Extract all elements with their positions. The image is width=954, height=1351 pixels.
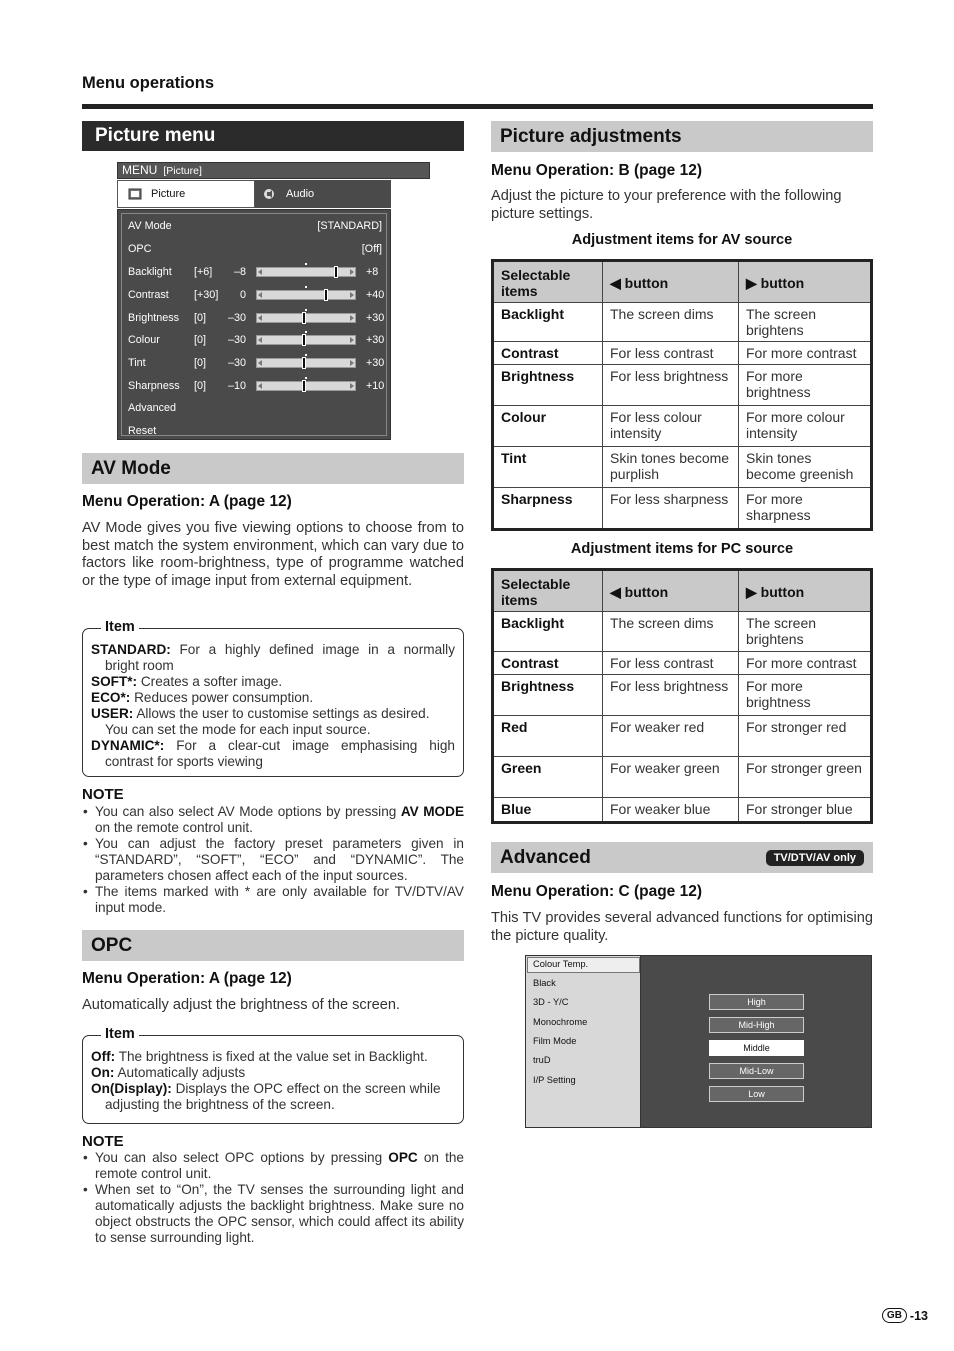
table-row: Tint Skin tones become purplish Skin tones become greenish bbox=[493, 447, 872, 488]
header-left-button: ◀ button bbox=[603, 570, 739, 612]
advanced-menu-item[interactable]: Film Mode bbox=[533, 1036, 577, 1046]
item-eco: ECO*: Reduces power consumption. bbox=[91, 690, 314, 705]
table-row: Backlight The screen dims The screen brightens bbox=[493, 303, 872, 342]
menu-row-value: [+6] bbox=[194, 266, 213, 278]
picture-adjustments-heading bbox=[491, 121, 873, 152]
menu-row-label: OPC bbox=[128, 243, 152, 255]
menu-row-value: [+30] bbox=[194, 289, 219, 301]
region-badge: GB bbox=[882, 1308, 907, 1323]
opc-notes bbox=[82, 1150, 464, 1246]
menu-row-colour[interactable] bbox=[128, 332, 385, 348]
note-item: • You can also select OPC options by pressing OPC on the remote control unit. bbox=[82, 1150, 464, 1182]
item-on-display-cont: adjusting the brightness of the screen. bbox=[105, 1097, 335, 1112]
colour-slider[interactable] bbox=[256, 335, 356, 345]
header-right-button: ▶ button bbox=[739, 570, 872, 612]
av-mode-item-box bbox=[82, 619, 464, 777]
menu-row-value: [0] bbox=[194, 334, 207, 346]
opc-title: OPC bbox=[91, 934, 133, 956]
advanced-heading bbox=[491, 842, 873, 873]
slider-min: –30 bbox=[227, 312, 246, 324]
menu-row-value: [0] bbox=[194, 312, 207, 324]
colour-temp-option[interactable]: Low bbox=[709, 1086, 804, 1102]
backlight-slider[interactable] bbox=[256, 267, 356, 277]
opc-item-box bbox=[82, 1026, 464, 1124]
item-standard-cont: bright room bbox=[105, 658, 174, 673]
advanced-operation: Menu Operation: C (page 12) bbox=[491, 883, 702, 900]
table-row: Brightness For less brightness For more brightness bbox=[493, 365, 872, 406]
slider-max: +30 bbox=[366, 357, 385, 369]
menu-row-label: Contrast bbox=[128, 289, 169, 301]
menu-row-backlight[interactable] bbox=[128, 264, 382, 280]
menu-tabs bbox=[117, 180, 391, 208]
slider-min: –10 bbox=[227, 380, 246, 392]
item-dynamic: DYNAMIC*: For a clear-cut image emphasising high bbox=[91, 738, 455, 753]
table-row: Contrast For less contrast For more contrast bbox=[493, 342, 872, 365]
advanced-menu-item[interactable]: Monochrome bbox=[533, 1017, 588, 1027]
advanced-menu-screen bbox=[525, 955, 872, 1128]
picture-menu-panel bbox=[117, 209, 391, 440]
advanced-menu-list bbox=[526, 956, 641, 1127]
audio-icon bbox=[263, 188, 277, 200]
av-mode-note-title: NOTE bbox=[82, 786, 124, 803]
slider-max: +10 bbox=[366, 380, 385, 392]
picture-menu-heading bbox=[82, 121, 464, 151]
menu-row-opc[interactable] bbox=[128, 241, 382, 257]
picture-adjustments-title: Picture adjustments bbox=[500, 125, 682, 147]
menu-row-av-mode[interactable] bbox=[128, 218, 382, 234]
pc-adjustment-table bbox=[491, 568, 873, 824]
colour-temp-option[interactable]: Mid-Low bbox=[709, 1063, 804, 1079]
colour-temp-option[interactable]: Middle bbox=[709, 1040, 804, 1056]
slider-min: –30 bbox=[227, 357, 246, 369]
note-item: • You can adjust the factory preset parameters given in “STANDARD”, “SOFT”, “ECO” and “DYNAMIC”. The parameters chosen affect each of the input sources. bbox=[82, 836, 464, 884]
advanced-menu-item[interactable]: truD bbox=[533, 1055, 551, 1065]
note-item: • When set to “On”, the TV senses the surrounding light and automatically adjusts the backlight brightness. Make sure no object obstructs the OPC sensor, which could affect its ability to sense surrounding light. bbox=[82, 1182, 464, 1246]
item-standard: STANDARD: For a highly defined image in a normally bbox=[91, 642, 455, 657]
header-rule bbox=[82, 104, 873, 109]
opc-description: Automatically adjust the brightness of the screen. bbox=[82, 997, 400, 1013]
item-on: On: Automatically adjusts bbox=[91, 1065, 246, 1080]
tv-dtv-av-only-badge: TV/DTV/AV only bbox=[766, 850, 864, 866]
menu-path: [Picture] bbox=[163, 165, 202, 177]
tab-audio[interactable] bbox=[255, 180, 391, 208]
menu-row-value: [0] bbox=[194, 380, 207, 392]
opc-heading bbox=[82, 930, 464, 961]
pc-table-caption: Adjustment items for PC source bbox=[570, 541, 794, 557]
contrast-slider[interactable] bbox=[256, 290, 356, 300]
av-mode-description: AV Mode gives you five viewing options to choose from to best match the system environment, which can vary due to factors like room-brightness, type of programme watched or the type of image input from external equipment. bbox=[82, 520, 464, 589]
menu-label: MENU bbox=[122, 163, 158, 177]
menu-row-tint[interactable] bbox=[128, 355, 385, 371]
brightness-slider[interactable] bbox=[256, 313, 356, 323]
av-mode-operation: Menu Operation: A (page 12) bbox=[82, 493, 292, 510]
table-row: Backlight The screen dims The screen brightens bbox=[493, 612, 872, 652]
slider-max: +30 bbox=[366, 334, 385, 346]
header-right-button: ▶ button bbox=[739, 261, 872, 303]
item-on-display: On(Display): Displays the OPC effect on the screen while bbox=[91, 1081, 441, 1096]
item-user: USER: Allows the user to customise settings as desired. bbox=[91, 706, 430, 721]
slider-max: +30 bbox=[366, 312, 385, 324]
menu-row-brightness[interactable] bbox=[128, 310, 385, 326]
table-row: Brightness For less brightness For more brightness bbox=[493, 675, 872, 716]
item-user-cont: You can set the mode for each input source. bbox=[105, 722, 371, 737]
picture-adjustments-description: Adjust the picture to your preference with the following picture settings. bbox=[491, 188, 842, 222]
advanced-description: This TV provides several advanced functions for optimising the picture quality. bbox=[491, 910, 873, 944]
av-adjustment-table bbox=[491, 259, 873, 531]
colour-temp-option[interactable]: Mid-High bbox=[709, 1017, 804, 1033]
menu-row-advanced[interactable] bbox=[128, 400, 382, 416]
menu-row-label: Brightness bbox=[128, 312, 180, 324]
note-item: • You can also select AV Mode options by pressing AV MODE on the remote control unit. bbox=[82, 804, 464, 836]
menu-row-label: Tint bbox=[128, 357, 146, 369]
sharpness-slider[interactable] bbox=[256, 381, 356, 391]
menu-row-reset[interactable] bbox=[128, 423, 382, 439]
table-header-row bbox=[493, 570, 872, 612]
menu-row-label: Advanced bbox=[128, 402, 177, 414]
slider-max: +40 bbox=[366, 289, 385, 301]
menu-row-value: [0] bbox=[194, 357, 207, 369]
item-box-legend: Item bbox=[101, 619, 139, 635]
item-box-legend: Item bbox=[101, 1026, 139, 1042]
page-number: -13 bbox=[909, 1308, 928, 1323]
menu-row-label: Reset bbox=[128, 425, 157, 437]
slider-min: 0 bbox=[239, 289, 246, 301]
header-selectable-items: Selectable items bbox=[493, 570, 603, 612]
opc-note-title: NOTE bbox=[82, 1133, 124, 1150]
page-footer bbox=[882, 1308, 928, 1323]
advanced-menu-item[interactable]: Black bbox=[533, 978, 556, 988]
menu-row-value: [Off] bbox=[361, 243, 382, 255]
item-off: Off: The brightness is fixed at the value set in Backlight. bbox=[91, 1049, 428, 1064]
table-row: Sharpness For less sharpness For more sharpness bbox=[493, 488, 872, 530]
advanced-menu-item[interactable]: 3D - Y/C bbox=[533, 997, 569, 1007]
slider-max: +8 bbox=[366, 266, 379, 278]
menu-row-sharpness[interactable] bbox=[128, 378, 385, 394]
tint-slider[interactable] bbox=[256, 358, 356, 368]
note-item: • The items marked with * are only available for TV/DTV/AV input mode. bbox=[82, 884, 464, 916]
av-table-caption: Adjustment items for AV source bbox=[571, 232, 793, 248]
av-mode-notes bbox=[82, 804, 464, 916]
tab-picture-label: Picture bbox=[151, 188, 186, 200]
item-soft: SOFT*: Creates a softer image. bbox=[91, 674, 283, 689]
opc-operation: Menu Operation: A (page 12) bbox=[82, 970, 292, 987]
menu-row-label: Colour bbox=[128, 334, 160, 346]
menu-row-label: Backlight bbox=[128, 266, 172, 278]
menu-title-bar bbox=[117, 162, 430, 179]
menu-row-label: Sharpness bbox=[128, 380, 180, 392]
table-row: Colour For less colour intensity For more colour intensity bbox=[493, 406, 872, 447]
av-mode-title: AV Mode bbox=[91, 457, 171, 479]
table-row: Red For weaker red For stronger red bbox=[493, 716, 872, 757]
slider-min: –8 bbox=[233, 266, 246, 278]
menu-row-label: AV Mode bbox=[128, 220, 172, 232]
picture-adjustments-operation: Menu Operation: B (page 12) bbox=[491, 162, 702, 179]
table-row: Green For weaker green For stronger green bbox=[493, 757, 872, 798]
colour-temp-option[interactable]: High bbox=[709, 994, 804, 1010]
table-row: Contrast For less contrast For more contrast bbox=[493, 652, 872, 675]
advanced-menu-item[interactable]: I/P Setting bbox=[533, 1075, 576, 1085]
table-header-row bbox=[493, 261, 872, 303]
tab-picture[interactable] bbox=[117, 180, 255, 208]
table-row: Blue For weaker blue For stronger blue bbox=[493, 798, 872, 823]
picture-icon bbox=[128, 188, 142, 200]
advanced-title: Advanced bbox=[500, 846, 591, 868]
tab-audio-label: Audio bbox=[286, 188, 315, 200]
slider-min: –30 bbox=[227, 334, 246, 346]
picture-menu-title: Picture menu bbox=[95, 125, 216, 146]
header-selectable-items: Selectable items bbox=[493, 261, 603, 303]
header-left-button: ◀ button bbox=[603, 261, 739, 303]
menu-row-value: [STANDARD] bbox=[317, 220, 382, 232]
advanced-menu-item[interactable]: Colour Temp. bbox=[533, 959, 589, 969]
item-dynamic-cont: contrast for sports viewing bbox=[105, 754, 263, 769]
section-header: Menu operations bbox=[82, 74, 215, 92]
menu-row-contrast[interactable] bbox=[128, 287, 385, 303]
av-mode-heading bbox=[82, 453, 464, 484]
